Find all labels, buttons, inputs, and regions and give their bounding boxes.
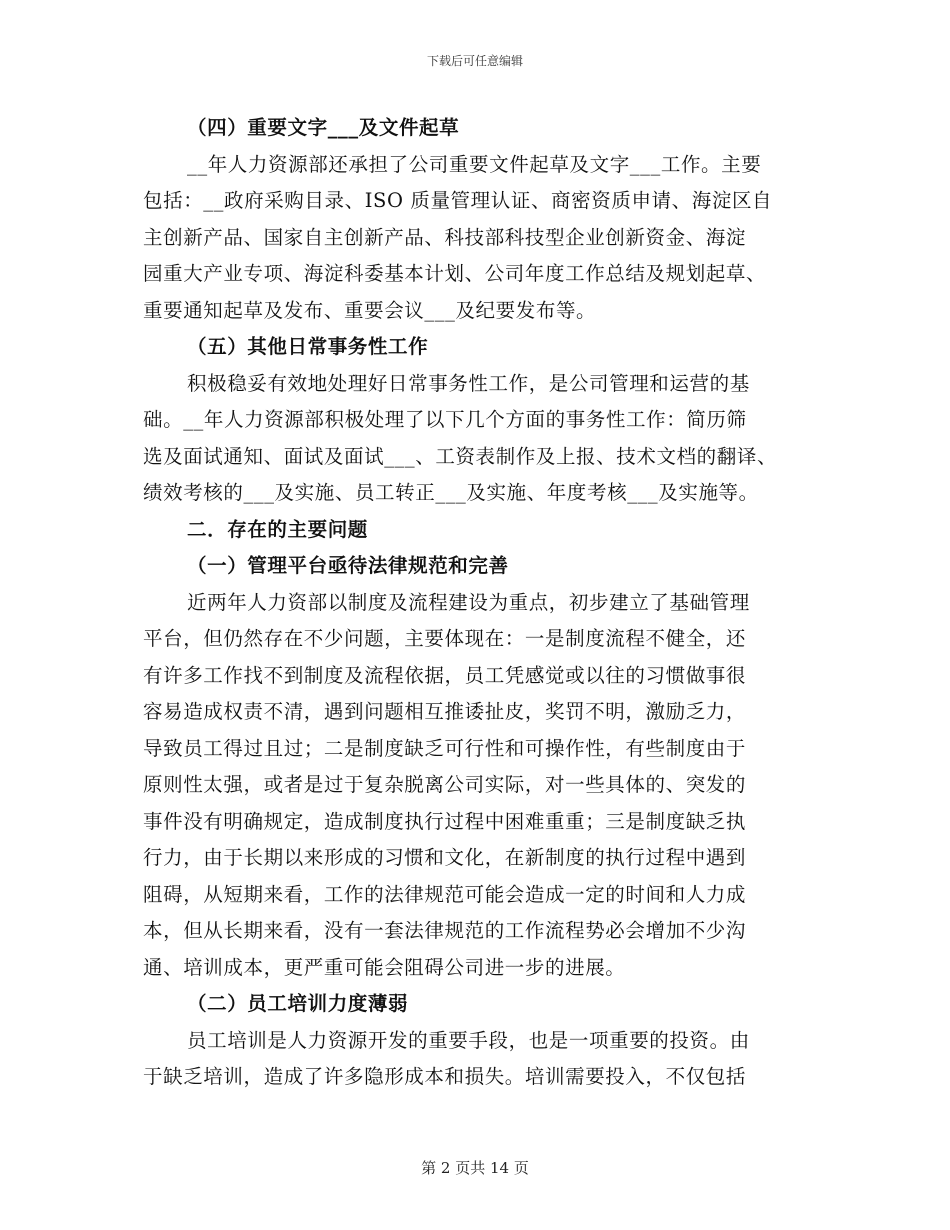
paragraph-line: 事件没有明确规定，造成制度执行过程中困难重重；三是制度缺乏执 <box>143 809 747 833</box>
section-heading: 二．存在的主要问题 <box>187 517 368 541</box>
paragraph-line: 包括：__政府采购目录、ISO 质量管理认证、商密资质申请、海淀区自 <box>143 189 773 212</box>
paragraph-line: 本，但从长期来看，没有一套法律规范的工作流程势必会增加不少沟 <box>143 919 747 942</box>
paragraph-line: 主创新产品、国家自主创新产品、科技部科技型企业创新资金、海淀 <box>143 225 747 249</box>
paragraph-line: 绩效考核的___及实施、员工转正___及实施、年度考核___及实施等。 <box>143 481 759 504</box>
document-body <box>143 110 813 1096</box>
paragraph-line: 原则性太强，或者是过于复杂脱离公司实际，对一些具体的、突发的 <box>143 773 747 796</box>
paragraph-line: 容易造成权责不清，遇到问题相互推诿扯皮，奖罚不明，激励乏力， <box>143 700 747 723</box>
paragraph-line: 有许多工作找不到制度及流程依据，员工凭感觉或以往的习惯做事很 <box>143 663 747 687</box>
paragraph-line: 行力，由于长期以来形成的习惯和文化，在新制度的执行过程中遇到 <box>143 846 747 869</box>
section-heading: （四）重要文字___及文件起草 <box>187 116 460 139</box>
section-heading: （二）员工培训力度薄弱 <box>187 992 409 1015</box>
paragraph-line: 重要通知起草及发布、重要会议___及纪要发布等。 <box>143 298 597 322</box>
paragraph-line: __年人力资源部还承担了公司重要文件起草及文字___工作。主要 <box>187 152 762 176</box>
paragraph-line: 积极稳妥有效地处理好日常事务性工作，是公司管理和运营的基 <box>187 371 750 395</box>
paragraph-line: 员工培训是人力资源开发的重要手段，也是一项重要的投资。由 <box>187 1028 750 1052</box>
paragraph-line: 平台，但仍然存在不少问题，主要体现在：一是制度流程不健全，还 <box>143 627 747 650</box>
page-footer: 第 2 页共 14 页 <box>421 1159 529 1177</box>
paragraph-line: 阻碍，从短期来看，工作的法律规范可能会造成一定的时间和人力成 <box>143 882 747 906</box>
paragraph-line: 选及面试通知、面试及面试___、工资表制作及上报、技术文档的翻译、 <box>143 444 778 468</box>
paragraph-line: 通、培训成本，更严重可能会阻碍公司进一步的进展。 <box>143 955 626 979</box>
paragraph-line: 础。__年人力资源部积极处理了以下几个方面的事务性工作：简历筛 <box>143 408 747 431</box>
page-header: 下载后可任意编辑 <box>426 54 523 68</box>
paragraph-line: 近两年人力资部以制度及流程建设为重点，初步建立了基础管理 <box>187 590 750 614</box>
section-heading: （一）管理平台亟待法律规范和完善 <box>187 554 509 577</box>
paragraph-line: 于缺乏培训，造成了许多隐形成本和损失。培训需要投入，不仅包括 <box>143 1065 747 1088</box>
paragraph-line: 导致员工得过且过；二是制度缺乏可行性和可操作性，有些制度由于 <box>143 736 747 760</box>
paragraph-line: 园重大产业专项、海淀科委基本计划、公司年度工作总结及规划起草、 <box>143 262 767 285</box>
section-heading: （五）其他日常事务性工作 <box>187 335 429 358</box>
